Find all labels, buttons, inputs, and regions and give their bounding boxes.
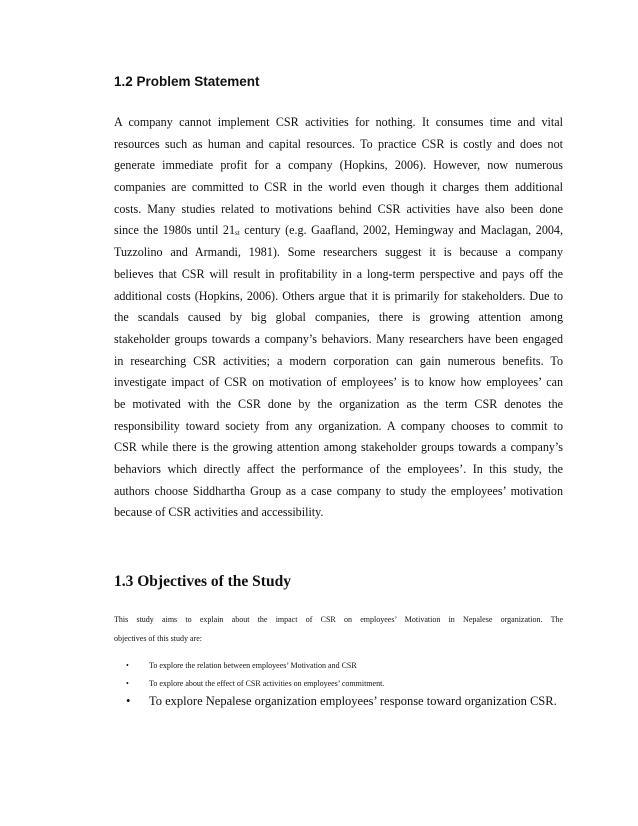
paragraph-line: behaviors which directly affect the performance of the employees’. In this study, the xyxy=(114,462,563,476)
list-item-text: To explore the relation between employees’ Motivation and CSR xyxy=(149,661,357,670)
paragraph-line: authors choose Siddhartha Group as a case company to study the employees’ motivation xyxy=(114,483,563,498)
paragraph-line: because of CSR activities and accessibility. xyxy=(114,505,324,520)
paragraph-line: believes that CSR will result in profitability in a long-term perspective and pays off the xyxy=(114,266,563,281)
paragraph-line: companies are committed to CSR in the world even though it charges them additional xyxy=(114,180,563,195)
bullet-icon: • xyxy=(126,661,129,670)
objectives-intro-paragraph xyxy=(114,610,563,648)
line-text-after: century (e.g. Gaafland, 2002, Hemingway and Maclagan, 2004, xyxy=(239,223,563,238)
paragraph-line: Tuzzolino and Armandi, 1981). Some researchers suggest it is because a company xyxy=(114,245,563,260)
paragraph-line-with-subscript xyxy=(114,220,563,242)
line-text-before: since the 1980s until 21 xyxy=(114,223,236,238)
paragraph-line: resources such as human and capital resources. To practice CSR is costly and does not xyxy=(114,136,563,151)
paragraph-line: responsibility toward society from any organization. A company chooses to commit to xyxy=(114,418,563,433)
paragraph-line: in researching CSR activities; a modern corporation can gain numerous benefits. To xyxy=(114,353,563,368)
list-item-text: To explore about the effect of CSR activities on employees’ commitment. xyxy=(149,679,385,688)
section-heading-objectives: 1.3 Objectives of the Study xyxy=(114,573,291,590)
section-heading-problem-statement: 1.2 Problem Statement xyxy=(114,74,260,89)
ordinal-subscript: st xyxy=(235,229,240,238)
problem-statement-paragraph xyxy=(114,112,563,524)
paragraph-line: the scandals caused by big global companies, there is growing attention among xyxy=(114,310,563,325)
bullet-icon: • xyxy=(126,694,131,708)
paragraph-line: stakeholder groups towards a company’s behaviors. Many researchers have been engaged xyxy=(114,331,563,346)
paragraph-line: investigate impact of CSR on motivation of employees’ is to know how employees’ can xyxy=(114,375,563,390)
paragraph-line: objectives of this study are: xyxy=(114,634,202,643)
paragraph-line: This study aims to explain about the impact of CSR on employees’ Motivation in Nepalese organization. The xyxy=(114,615,563,624)
paragraph-line: A company cannot implement CSR activities for nothing. It consumes time and vital xyxy=(114,115,563,129)
bullet-icon: • xyxy=(126,679,129,688)
paragraph-line: generate immediate profit for a company (Hopkins, 2006). However, now numerous xyxy=(114,158,563,173)
list-item-text: To explore Nepalese organization employees’ response toward organization CSR. xyxy=(149,694,557,708)
paragraph-line: CSR while there is the growing attention among stakeholder groups towards a company’s xyxy=(114,440,563,455)
paragraph-line: be motivated with the CSR done by the organization as the term CSR denotes the xyxy=(114,396,563,411)
paragraph-line: costs. Many studies related to motivations behind CSR activities have also been done xyxy=(114,201,563,216)
paragraph-line: additional costs (Hopkins, 2006). Others argue that it is primarily for stakeholders. Due to xyxy=(114,288,563,303)
